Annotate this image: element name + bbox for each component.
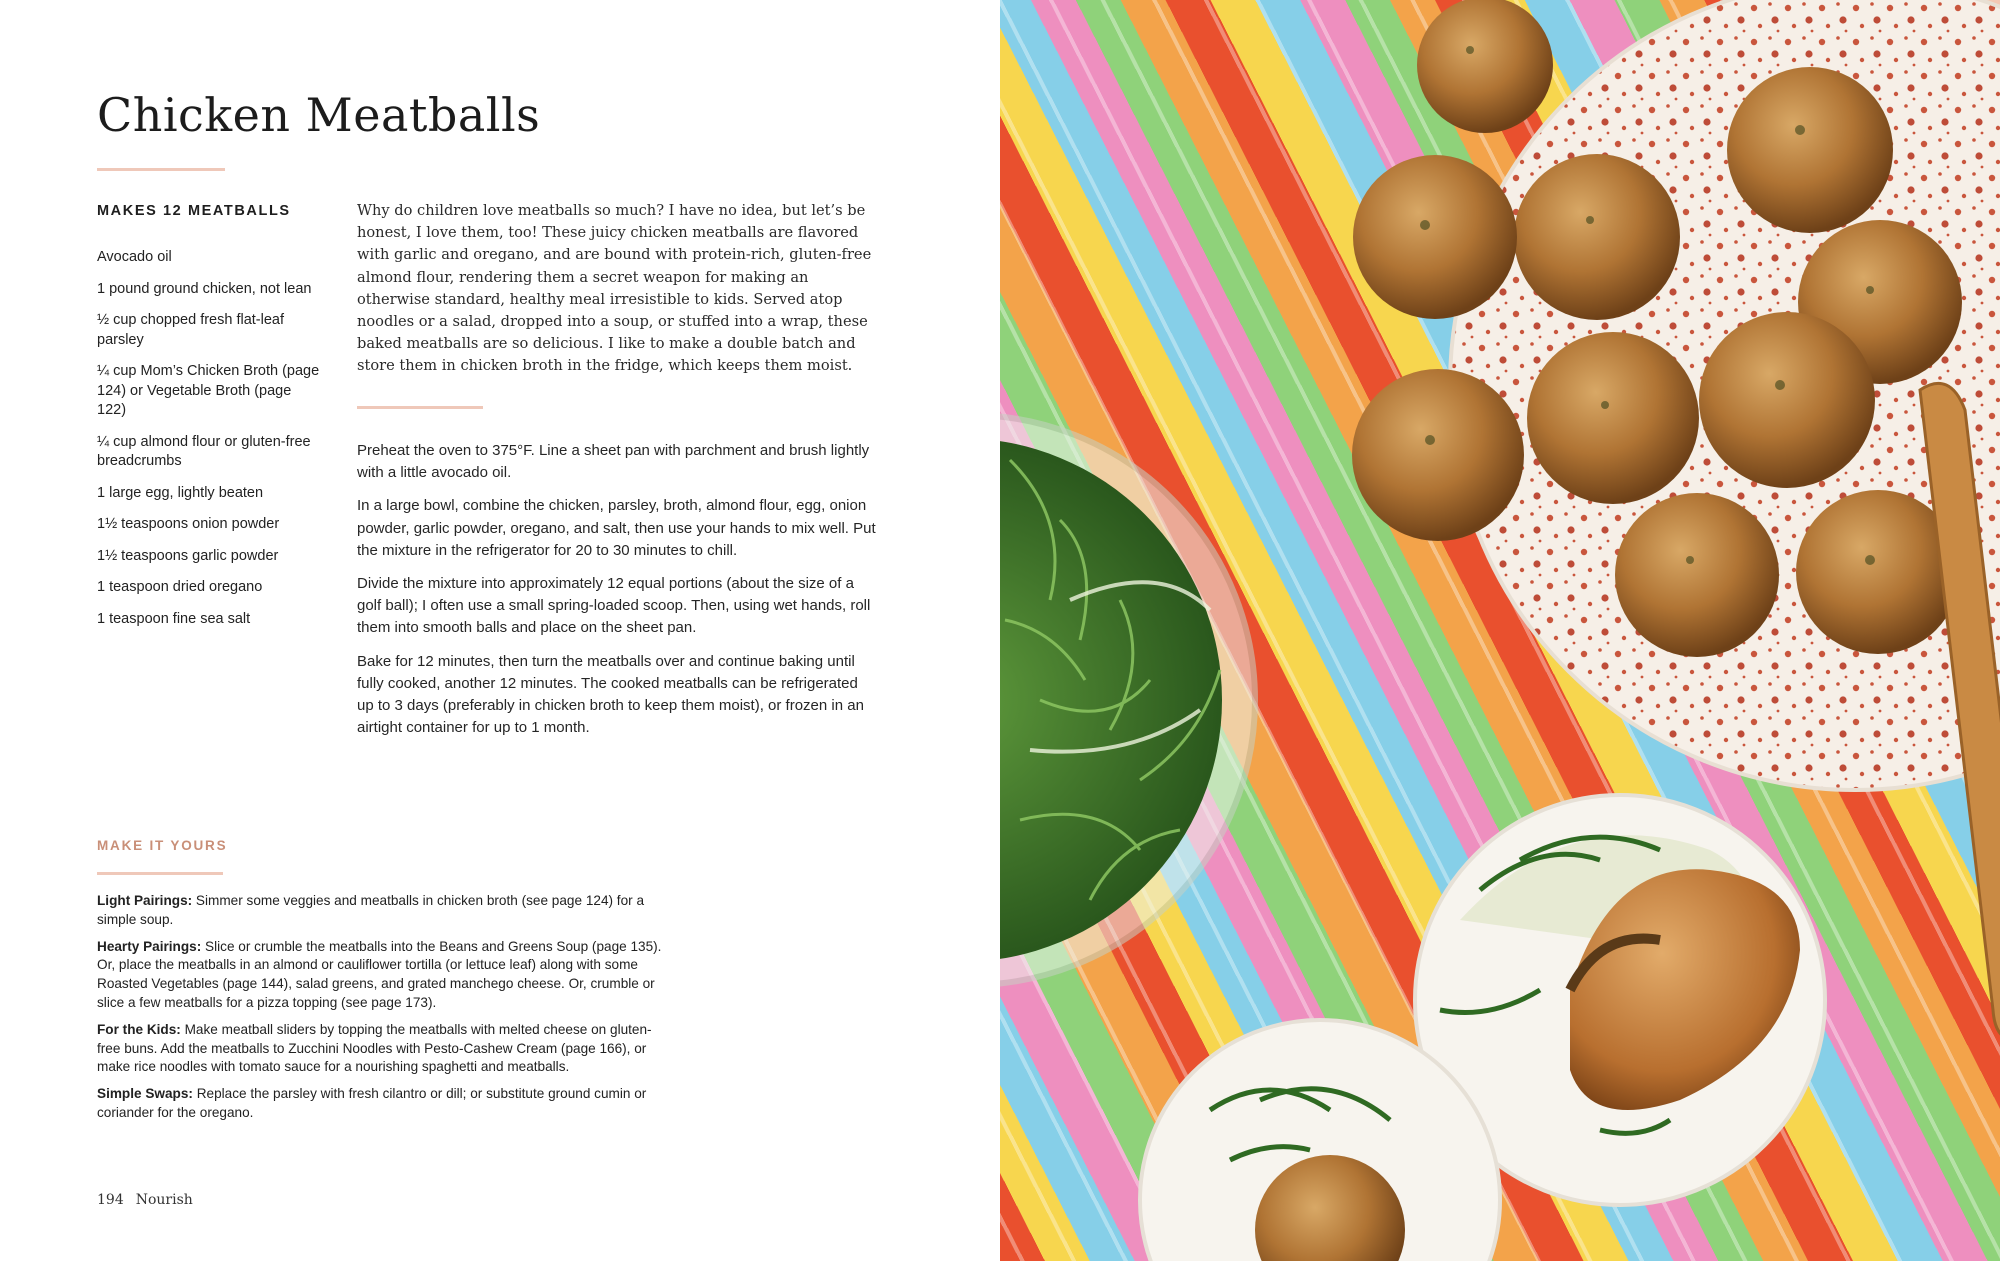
recipe-title: Chicken Meatballs	[97, 88, 541, 142]
section-name: Nourish	[135, 1192, 193, 1208]
ingredient-item: ¼ cup Mom’s Chicken Broth (page 124) or Vegetable Broth (page 122)	[97, 363, 320, 418]
method-steps	[357, 440, 877, 750]
variation-item	[97, 1085, 667, 1123]
page-number: 194	[97, 1192, 124, 1208]
ingredient-item: ½ cup chopped fresh flat-leaf parsley	[97, 312, 285, 348]
variation-text: Make meatball sliders by topping the meatballs with melted cheese on gluten-free buns. Add the meatballs to Zucchini Noodles with Pesto-Cashew Cream (page 166), or make rice noodles with tomato sauce for a nourishing spaghetti and meatballs.	[97, 1021, 652, 1075]
recipe-intro: Why do children love meatballs so much? I have no idea, but let’s be honest, I love them, too! These juicy chicken meatballs are flavored with garlic and oregano, and are bound with protein-rich, gluten-free almond flour, rendering them a secret weapon for making an otherwise standard, healthy meal irresistible to kids. Served atop noodles or a salad, dropped into a soup, or stuffed into a wrap, these baked meatballs are so delicious. I like to make a double batch and store them in chicken broth in the fridge, which keeps them moist.	[357, 202, 872, 375]
ingredient-item: ¼ cup almond flour or gluten-free breadcrumbs	[97, 433, 311, 469]
variation-text: Replace the parsley with fresh cilantro or dill; or substitute ground cumin or coriander for the oregano.	[97, 1086, 647, 1120]
food-photo-illustration	[1000, 0, 2000, 1261]
ingredient-item: 1½ teaspoons garlic powder	[97, 547, 279, 564]
variation-label: Light Pairings:	[97, 893, 193, 908]
method-step: Divide the mixture into approximately 12 equal portions (about the size of a golf ball); I often use a small spring-loaded scoop. Then, using wet hands, roll them into smooth balls and place on the sheet pan.	[357, 575, 871, 637]
title-divider	[97, 168, 225, 171]
ingredient-item: 1 large egg, lightly beaten	[97, 484, 264, 501]
variation-item	[97, 1021, 667, 1077]
variation-label: Simple Swaps:	[97, 1086, 193, 1102]
page-footer	[97, 1192, 205, 1208]
variation-item	[97, 938, 667, 1013]
variation-text: Simmer some veggies and meatballs in chicken broth (see page 124) for a simple soup.	[97, 893, 645, 927]
make-it-yours-list	[97, 892, 667, 1131]
ingredient-item: Avocado oil	[97, 249, 172, 265]
yield-label: MAKES 12 MEATBALLS	[97, 203, 291, 219]
method-step: Preheat the oven to 375°F. Line a sheet pan with parchment and brush lightly with a little avocado oil.	[357, 442, 870, 482]
intro-divider	[357, 406, 483, 409]
ingredient-item: 1½ teaspoons onion powder	[97, 516, 280, 532]
variation-label: Hearty Pairings:	[97, 938, 202, 954]
food-photo	[1000, 0, 2000, 1261]
make-it-yours-divider	[97, 872, 223, 875]
method-step: Bake for 12 minutes, then turn the meatballs over and continue baking until fully cooked, another 12 minutes. The cooked meatballs can be refrigerated up to 3 days (preferably in chicken broth to keep them moist), or frozen in an airtight container for up to 1 month.	[357, 652, 864, 737]
variation-text: Slice or crumble the meatballs into the Beans and Greens Soup (page 135). Or, place the meatballs in an almond or cauliflower tortilla (or lettuce leaf) along with some Roasted Vegetables (page 144), salad greens, and grated manchego cheese. Or, crumble or slice a few meatballs for a pizza topping (see page 173).	[97, 938, 662, 1010]
variation-item	[97, 892, 667, 930]
ingredient-list	[97, 248, 322, 641]
ingredient-item: 1 pound ground chicken, not lean	[97, 280, 312, 297]
variation-label: For the Kids:	[97, 1021, 181, 1037]
ingredient-item: 1 teaspoon dried oregano	[97, 579, 263, 595]
make-it-yours-heading: MAKE IT YOURS	[97, 838, 228, 853]
method-step: In a large bowl, combine the chicken, parsley, broth, almond flour, egg, onion powder, garlic powder, oregano, and salt, then use your hands to mix well. Put the mixture in the refrigerator for 20 to 30 minutes to chill.	[357, 497, 876, 559]
ingredient-item: 1 teaspoon fine sea salt	[97, 610, 251, 627]
